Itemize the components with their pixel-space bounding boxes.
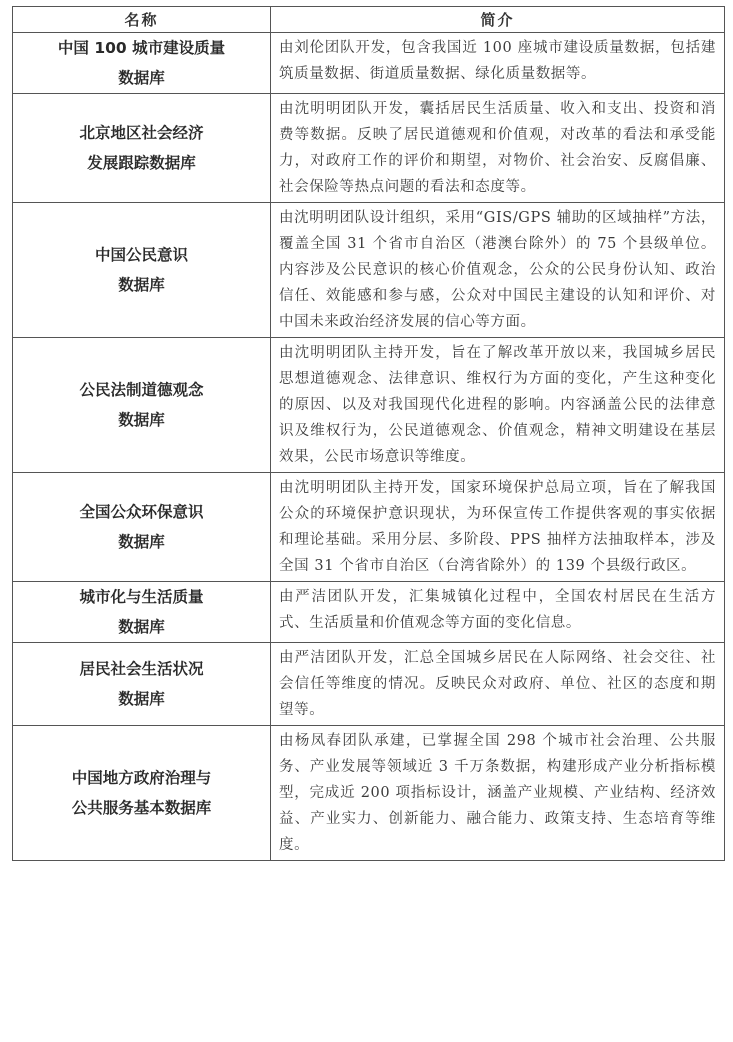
table-row [13, 94, 725, 203]
table-row [13, 473, 725, 582]
database-description-cell: 由沈明明团队设计组织，采用“GIS/GPS 辅助的区域抽样”方法，覆盖全国 31 个省市自治区（港澳台除外）的 75 个县级单位。内容涉及公民意识的核心价值观念，公众的公民身份认知、政治信任、效能感和参与感，公众对中国民主建设的认知和评价、对中国未来政治经济发展的信心等方面。 [271, 203, 725, 338]
database-name-cell [13, 203, 271, 338]
database-description-cell: 由刘伦团队开发，包含我国近 100 座城市建设质量数据，包括建筑质量数据、街道质量数据、绿化质量数据等。 [271, 33, 725, 94]
database-description-cell: 由沈明明团队开发，囊括居民生活质量、收入和支出、投资和消费等数据。反映了居民道德观和价值观，对改革的看法和承受能力，对政府工作的评价和期望，对物价、社会治安、反腐倡廉、社会保险等热点问题的看法和态度等。 [271, 94, 725, 203]
database-name-line: 居民社会生活状况 [79, 660, 204, 678]
database-name-line: 中国公民意识 [94, 246, 188, 264]
database-name-cell [13, 473, 271, 582]
database-name-line: 公民法制道德观念 [79, 381, 204, 399]
database-description-cell: 由严洁团队开发，汇集城镇化过程中，全国农村居民在生活方式、生活质量和价值观念等方面的变化信息。 [271, 582, 725, 643]
database-name-cell [13, 726, 271, 861]
database-table-container [12, 6, 724, 861]
header-name: 名称 [13, 7, 271, 33]
database-name-line: 北京地区社会经济 [79, 124, 204, 142]
table-header-row [13, 7, 725, 33]
table-row [13, 203, 725, 338]
database-description-cell: 由沈明明团队主持开发，国家环境保护总局立项，旨在了解我国公众的环境保护意识现状，为环保宣传工作提供客观的事实依据和理论基础。采用分层、多阶段、PPS 抽样方法抽取样本，涉及全国 31 个省市自治区（台湾省除外）的 139 个县级行政区。 [271, 473, 725, 582]
database-name-line: 全国公众环保意识 [79, 503, 204, 521]
database-name-line: 数据库 [118, 690, 165, 708]
database-name-line: 数据库 [118, 618, 165, 636]
database-name-cell [13, 94, 271, 203]
table-row [13, 726, 725, 861]
database-name-line: 数据库 [118, 411, 165, 429]
table-row [13, 582, 725, 643]
database-table [12, 6, 725, 861]
database-name-line: 公共服务基本数据库 [71, 799, 212, 817]
database-name-line: 发展跟踪数据库 [87, 154, 196, 172]
database-description-cell: 由严洁团队开发，汇总全国城乡居民在人际网络、社会交往、社会信任等维度的情况。反映民众对政府、单位、社区的态度和期望等。 [271, 643, 725, 726]
database-description-cell: 由沈明明团队主持开发，旨在了解改革开放以来，我国城乡居民思想道德观念、法律意识、维权行为方面的变化，产生这种变化的原因、以及对我国现代化进程的影响。内容涵盖公民的法律意识及维权行为，公民道德观念、价值观念，精神文明建设在基层效果，公民市场意识等维度。 [271, 338, 725, 473]
database-name-cell [13, 33, 271, 94]
database-name-line: 数据库 [118, 533, 165, 551]
database-name-cell [13, 582, 271, 643]
table-row [13, 33, 725, 94]
database-name-line: 数据库 [118, 276, 165, 294]
database-name-line: 城市化与生活质量 [79, 588, 204, 606]
database-name-line: 中国地方政府治理与 [71, 769, 212, 787]
database-description-cell: 由杨凤春团队承建，已掌握全国 298 个城市社会治理、公共服务、产业发展等领域近 3 千万条数据，构建形成产业分析指标模型，完成近 200 项指标设计，涵盖产业规模、产业结构、经济效益、产业实力、创新能力、融合能力、政策支持、生态培育等维度。 [271, 726, 725, 861]
database-name-line: 数据库 [118, 69, 165, 87]
table-row [13, 643, 725, 726]
database-name-cell [13, 643, 271, 726]
table-row [13, 338, 725, 473]
database-name-cell [13, 338, 271, 473]
header-description: 简介 [271, 7, 725, 33]
database-name-line: 中国 100 城市建设质量 [57, 39, 226, 57]
